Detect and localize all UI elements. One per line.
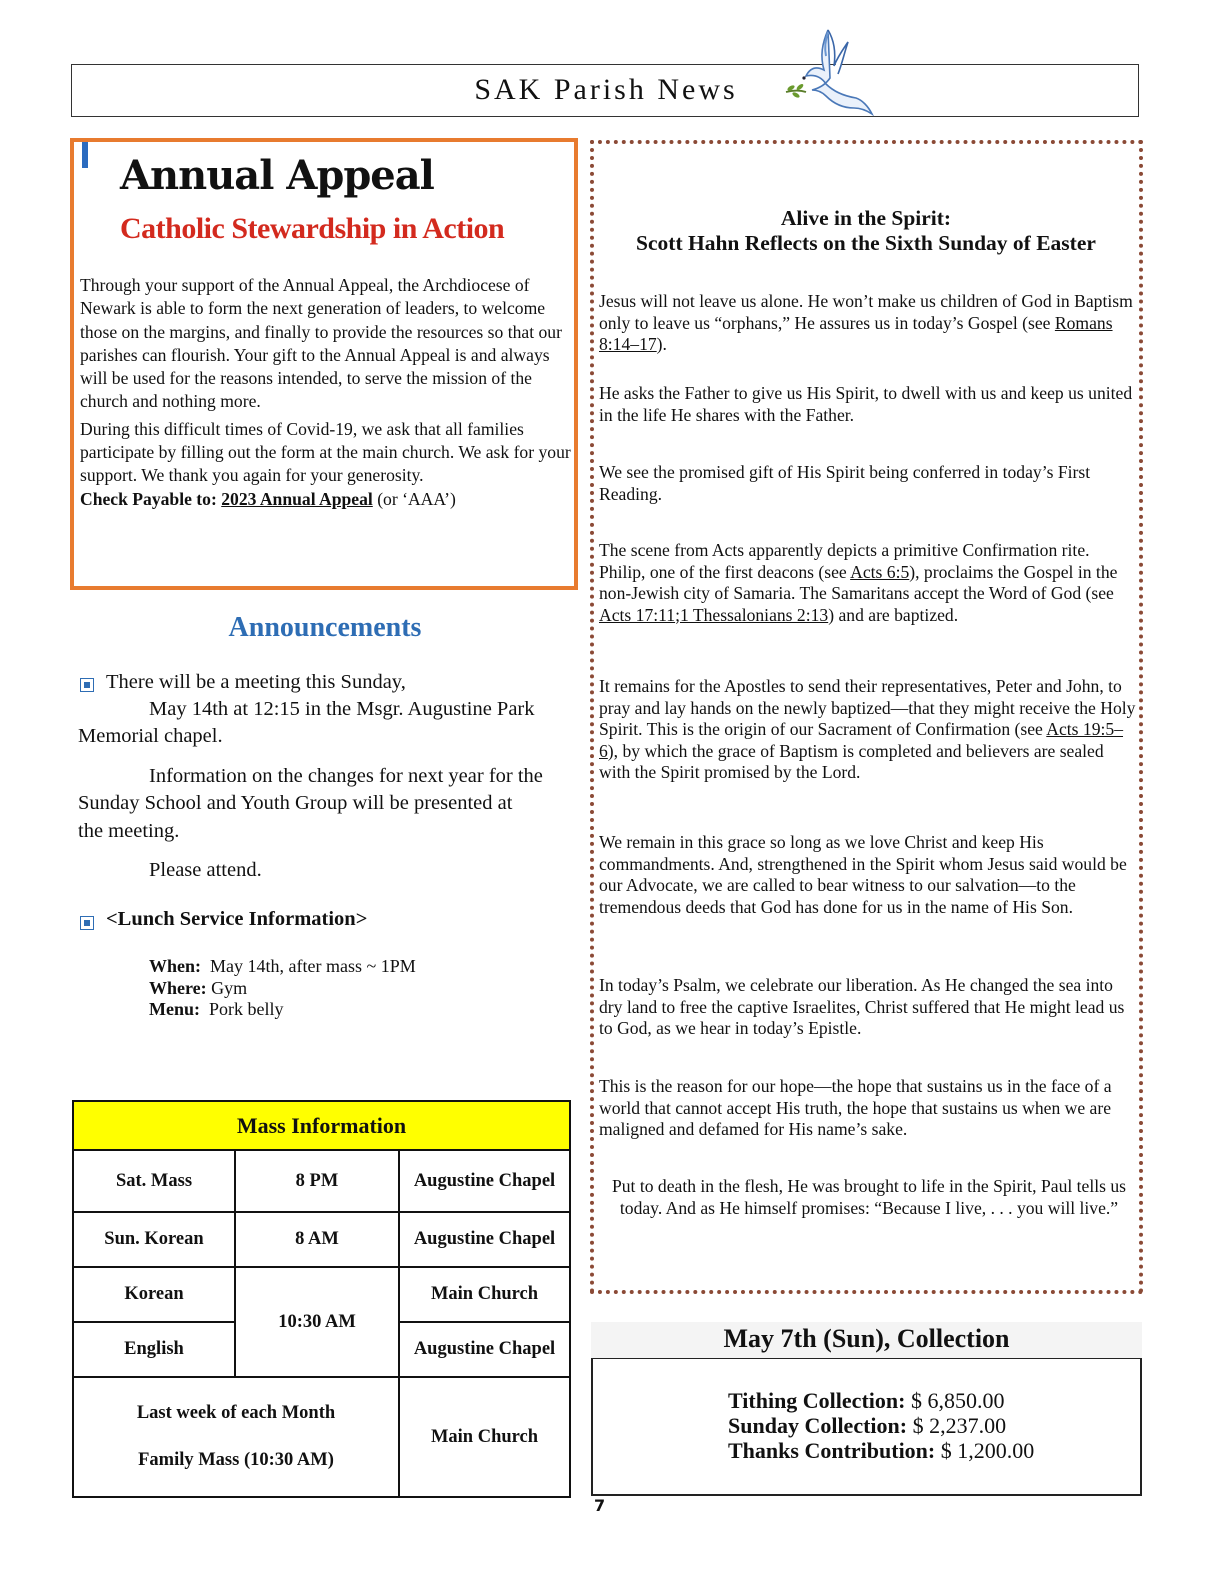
check-note: (or ‘AAA’) bbox=[377, 488, 456, 509]
reflection-paragraph: This is the reason for our hope—the hope that sustains us in the face of a world that cannot accept His truth, the hope that sustains us when we are maligned and defamed for His name’s sake. bbox=[599, 1076, 1112, 1139]
text-run: Jesus will not leave us alone. He won’t make us children of God in Baptism only to leave us “orphans,” He assures us in today’s Gospel (see bbox=[599, 291, 1133, 333]
sunday-label: Sunday Collection: bbox=[728, 1413, 908, 1438]
mass-place-cell: Main Church bbox=[399, 1267, 570, 1322]
mass-name-cell: English bbox=[73, 1322, 235, 1377]
meeting-line: May 14th at 12:15 in the Msgr. Augustine Park bbox=[149, 698, 535, 720]
collection-title: May 7th (Sun), Collection bbox=[591, 1322, 1142, 1359]
scripture-link[interactable]: 1 Thessalonians 2:13 bbox=[679, 604, 829, 625]
text-run: ; bbox=[675, 604, 680, 625]
check-label: Check Payable to: bbox=[80, 488, 217, 509]
reflection-paragraph: In today’s Psalm, we celebrate our liberation. As He changed the sea into dry land to free the captive Israelites, Christ suffered that He might lead us to God, as we hear in today’s Epistle. bbox=[599, 975, 1125, 1038]
meeting-line: There will be a meeting this Sunday, bbox=[106, 671, 406, 693]
scripture-link[interactable]: Romans 8:14–17 bbox=[599, 312, 1113, 354]
mass-place-cell: Augustine Chapel bbox=[399, 1322, 570, 1377]
family-mass-line: Family Mass (10:30 AM) bbox=[138, 1450, 334, 1470]
scripture-link[interactable]: Acts 19:5–6 bbox=[599, 719, 1124, 761]
mass-name-cell: Sat. Mass bbox=[73, 1150, 235, 1212]
mass-information-table bbox=[72, 1100, 571, 1496]
appeal-title: Annual Appeal bbox=[120, 152, 434, 199]
announcements-heading: Announcements bbox=[228, 612, 422, 643]
text-run: ). bbox=[656, 334, 667, 354]
mass-name-cell: Sun. Korean bbox=[73, 1212, 235, 1267]
info-line: Sunday School and Youth Group will be presented at bbox=[78, 792, 513, 814]
appeal-body bbox=[80, 274, 572, 511]
family-mass-cell bbox=[73, 1377, 399, 1497]
family-mass-line: Last week of each Month bbox=[136, 1403, 336, 1423]
text-run: ), proclaims the Gospel in the non-Jewish city of Samaria. The Samaritans accept the Word of God (see bbox=[599, 561, 1118, 603]
info-line: Information on the changes for next year for the bbox=[149, 765, 543, 787]
newsletter-title: SAK Parish News bbox=[474, 73, 738, 106]
newsletter-header bbox=[71, 64, 1139, 117]
mass-table-title: Mass Information bbox=[73, 1101, 570, 1150]
page-number: 7 bbox=[594, 1496, 606, 1515]
reflection-title-line: Alive in the Spirit: bbox=[780, 206, 952, 230]
checkbox-bullet-icon bbox=[80, 678, 94, 692]
where-label: Where: bbox=[149, 977, 207, 998]
tithing-value: $ 6,850.00 bbox=[910, 1388, 1005, 1413]
where-value: Gym bbox=[211, 977, 248, 998]
when-label: When: bbox=[149, 956, 202, 976]
appeal-paragraph: Through your support of the Annual Appeal, the Archdiocese of Newark is able to form the next generation of leaders, to welcome those on the margins, and finally to provide the resources so that our parishes can flourish. Your gift to the Annual Appeal is and always will be used for the reasons intended, to serve the mission of the church and nothing more. bbox=[80, 275, 562, 412]
appeal-paragraph: During this difficult times of Covid-19, we ask that all families participate by filling out the form at the main church. We ask for your support. We thank you again for your generosity. bbox=[80, 418, 571, 486]
reflection-paragraph: We remain in this grace so long as we love Christ and keep His commandments. And, strengthened in the Spirit whom Jesus said would be our Advocate, we are called to bear witness to our salvation—to the tremendous deeds that God has done for us in the name of His Son. bbox=[599, 832, 1127, 917]
mass-place-cell: Augustine Chapel bbox=[399, 1150, 570, 1212]
reflection-title bbox=[596, 206, 1136, 256]
scripture-link[interactable]: Acts 6:5 bbox=[850, 561, 910, 582]
scripture-link[interactable]: Acts 17:11 bbox=[599, 604, 676, 625]
text-run: The scene from Acts apparently depicts a primitive Confirmation rite. Philip, one of the first deacons (see bbox=[599, 540, 1090, 582]
reflection-paragraph: We see the promised gift of His Spirit being conferred in today’s First Reading. bbox=[599, 462, 1091, 504]
checkbox-bullet-icon bbox=[80, 916, 94, 930]
appeal-accent-bar bbox=[82, 142, 88, 168]
text-run: ), by which the grace of Baptism is completed and believers are sealed with the Spirit promised by the Lord. bbox=[599, 740, 1104, 782]
reflection-title-line: Scott Hahn Reflects on the Sixth Sunday of Easter bbox=[636, 231, 1096, 255]
mass-name-cell: Korean bbox=[73, 1267, 235, 1322]
check-payee: 2023 Annual Appeal bbox=[221, 488, 373, 509]
mass-place-cell: Augustine Chapel bbox=[399, 1212, 570, 1267]
text-run: ) and are baptized. bbox=[828, 604, 959, 625]
meeting-line: Memorial chapel. bbox=[78, 725, 223, 747]
lunch-heading: <Lunch Service Information> bbox=[106, 908, 368, 930]
collection-lines bbox=[728, 1388, 1034, 1463]
when-value: May 14th, after mass ~ 1PM bbox=[210, 956, 416, 976]
mass-time-cell: 8 AM bbox=[235, 1212, 399, 1267]
mass-time-cell: 10:30 AM bbox=[235, 1267, 399, 1377]
info-line: the meeting. bbox=[78, 820, 180, 842]
mass-place-cell: Main Church bbox=[399, 1377, 570, 1497]
thanks-label: Thanks Contribution: bbox=[728, 1438, 936, 1463]
lunch-details bbox=[149, 956, 416, 1021]
text-run: It remains for the Apostles to send their representatives, Peter and John, to pray and lay hands on the newly baptized—that they might receive the Holy Spirit. This is the origin of our Sacrament of Confirmation (see bbox=[599, 676, 1136, 739]
reflection-paragraph bbox=[599, 540, 1139, 626]
menu-value: Pork belly bbox=[209, 999, 284, 1019]
reflection-paragraph: Put to death in the flesh, He was brought to life in the Spirit, Paul tells us today. And as He himself promises: “Because I live, . . . you will live.” bbox=[611, 1176, 1127, 1218]
mass-time-cell: 8 PM bbox=[235, 1150, 399, 1212]
reflection-paragraph bbox=[599, 676, 1139, 784]
sunday-value: $ 2,237.00 bbox=[912, 1413, 1007, 1438]
attend-line: Please attend. bbox=[149, 859, 262, 881]
reflection-paragraph bbox=[599, 291, 1139, 356]
dove-with-olive-branch-icon bbox=[782, 26, 878, 122]
menu-label: Menu: bbox=[149, 999, 200, 1019]
reflection-paragraph: He asks the Father to give us His Spirit, to dwell with us and keep us united in the life He shares with the Father. bbox=[599, 383, 1133, 425]
thanks-value: $ 1,200.00 bbox=[940, 1438, 1035, 1463]
appeal-subtitle: Catholic Stewardship in Action bbox=[120, 212, 505, 245]
tithing-label: Tithing Collection: bbox=[728, 1388, 906, 1413]
